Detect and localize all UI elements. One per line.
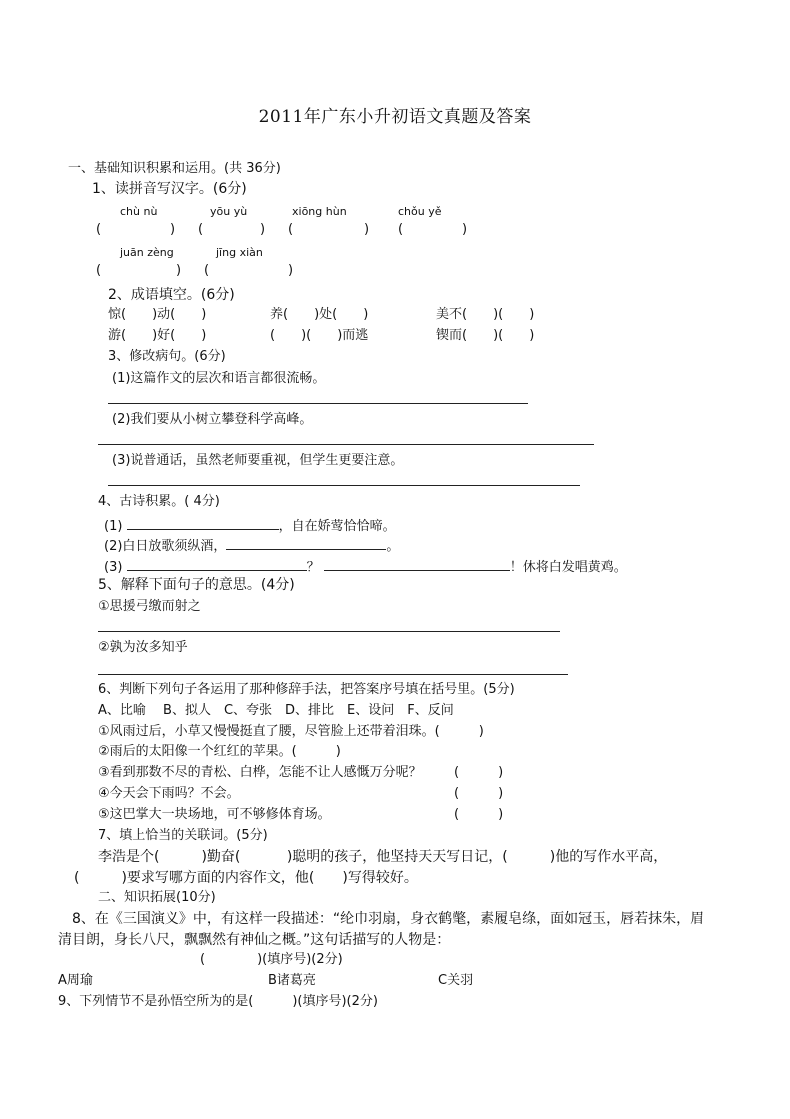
option-c[interactable]: C关羽 [438,973,474,988]
q3-label: 3、修改病句。(6分) [108,349,226,364]
poem-text: ？ [306,560,320,575]
section1-heading: 一、基础知识积累和运用。(共 36分) [68,161,281,176]
answer-paren[interactable]: ) [364,222,370,237]
sentence: (1)这篇作文的层次和语言都很流畅。 [112,371,326,386]
poem-blank[interactable] [127,556,307,571]
q8-text: 8、在《三国演义》中，有这样一段描述：“纶巾羽扇，身衣鹤氅，素履皂绦，面如冠玉，唇若抹朱，眉 [72,911,705,927]
q6-label: 6、判断下列句子各运用了那种修辞手法，把答案序号填在括号里。(5分) [98,682,515,697]
answer-paren[interactable]: ( ) [454,807,504,822]
option-a[interactable]: A周瑜 [58,973,93,988]
answer-line[interactable] [98,631,560,632]
answer-paren[interactable]: ) [462,222,468,237]
pinyin: jīng xiàn [216,246,263,259]
answer-paren[interactable]: ( [198,222,204,237]
poem-text: (2)白日放歌须纵酒， [104,539,227,554]
answer-paren[interactable]: ( )(填序号)(2分) [200,952,343,967]
sentence[interactable]: ②雨后的太阳像一个红红的苹果。( ) [98,744,341,759]
pinyin: yōu yù [210,205,248,218]
pinyin: juān zèng [120,246,174,259]
answer-paren[interactable]: ( ) [454,765,504,780]
answer-paren[interactable]: ( ) [454,786,504,801]
answer-paren[interactable]: ) [176,263,182,278]
q5-label: 5、解释下面句子的意思。(4分) [98,577,295,593]
idiom-blank[interactable]: ( )( )而逃 [270,328,369,343]
option-b[interactable]: B诸葛亮 [268,973,316,988]
answer-paren[interactable]: ( [96,263,102,278]
q4-label: 4、古诗积累。( 4分) [98,494,220,509]
pinyin: chù nù [120,205,158,218]
answer-paren[interactable]: ( [398,222,404,237]
sentence: ②孰为汝多知乎 [98,640,188,655]
poem-blank[interactable] [226,535,386,550]
poem-prefix: (3) [104,560,123,575]
q9-text[interactable]: 9、下列情节不是孙悟空所为的是( )(填序号)(2分) [58,994,378,1009]
poem-blank[interactable] [127,515,279,530]
page-title: 2011年广东小升初语文真题及答案 [258,107,532,127]
rhetoric-options: A、比喻 B、拟人 C、夸张 D、排比 E、设问 F、反问 [98,703,454,718]
idiom-blank[interactable]: 锲而( )( ) [436,328,535,343]
answer-line[interactable] [108,485,580,486]
sentence: ④今天会下雨吗？不会。 [98,786,240,801]
sentence[interactable]: ①风雨过后，小草又慢慢挺直了腰，尽管脸上还带着泪珠。( ) [98,724,484,739]
poem-line-2 [104,535,399,556]
conjunction-line-1[interactable]: 李浩是个( )勤奋( )聪明的孩子，他坚持天天写日记，( )他的写作水平高， [98,849,668,865]
q8-text: 清目朗，身长八尺，飘飘然有神仙之概。”这句话描写的人物是： [58,932,451,948]
answer-paren[interactable]: ( [204,263,210,278]
poem-line-3 [104,556,627,577]
section2-heading: 二、知识拓展(10分) [98,890,216,905]
poem-text: ，自在娇莺恰恰啼。 [278,519,396,534]
idiom-blank[interactable]: 游( )好( ) [108,328,207,343]
idiom-blank[interactable]: 惊( )动( ) [108,307,207,322]
idiom-blank[interactable]: 美不( )( ) [436,307,535,322]
answer-paren[interactable]: ) [170,222,176,237]
pinyin: xiōng hùn [292,205,347,218]
answer-line[interactable] [98,674,568,675]
sentence: ③看到那数不尽的青松、白桦，怎能不让人感慨万分呢？ [98,765,422,780]
poem-line-1 [104,515,396,536]
sentence: (3)说普通话，虽然老师要重视，但学生更要注意。 [112,453,404,468]
poem-blank[interactable] [324,556,510,571]
answer-paren[interactable]: ) [288,263,294,278]
conjunction-line-2[interactable]: ( )要求写哪方面的内容作文，他( )写得较好。 [74,870,418,886]
poem-text: ！休将白发唱黄鸡。 [509,560,627,575]
answer-line[interactable] [98,444,594,445]
sentence: ⑤这巴掌大一块场地，可不够修体育场。 [98,807,331,822]
q7-label: 7、填上恰当的关联词。(5分) [98,828,268,843]
answer-paren[interactable]: ) [260,222,266,237]
q1-label: 1、读拼音写汉字。(6分) [92,181,247,197]
q2-label: 2、成语填空。(6分) [108,287,235,303]
sentence: (2)我们要从小树立攀登科学高峰。 [112,412,313,427]
answer-paren[interactable]: ( [96,222,102,237]
idiom-blank[interactable]: 养( )处( ) [270,307,369,322]
answer-paren[interactable]: ( [288,222,294,237]
pinyin: chǒu yě [398,205,442,218]
sentence: ①思援弓缴而射之 [98,599,201,614]
answer-line[interactable] [108,403,528,404]
poem-text: 。 [386,539,400,554]
poem-prefix: (1) [104,519,123,534]
